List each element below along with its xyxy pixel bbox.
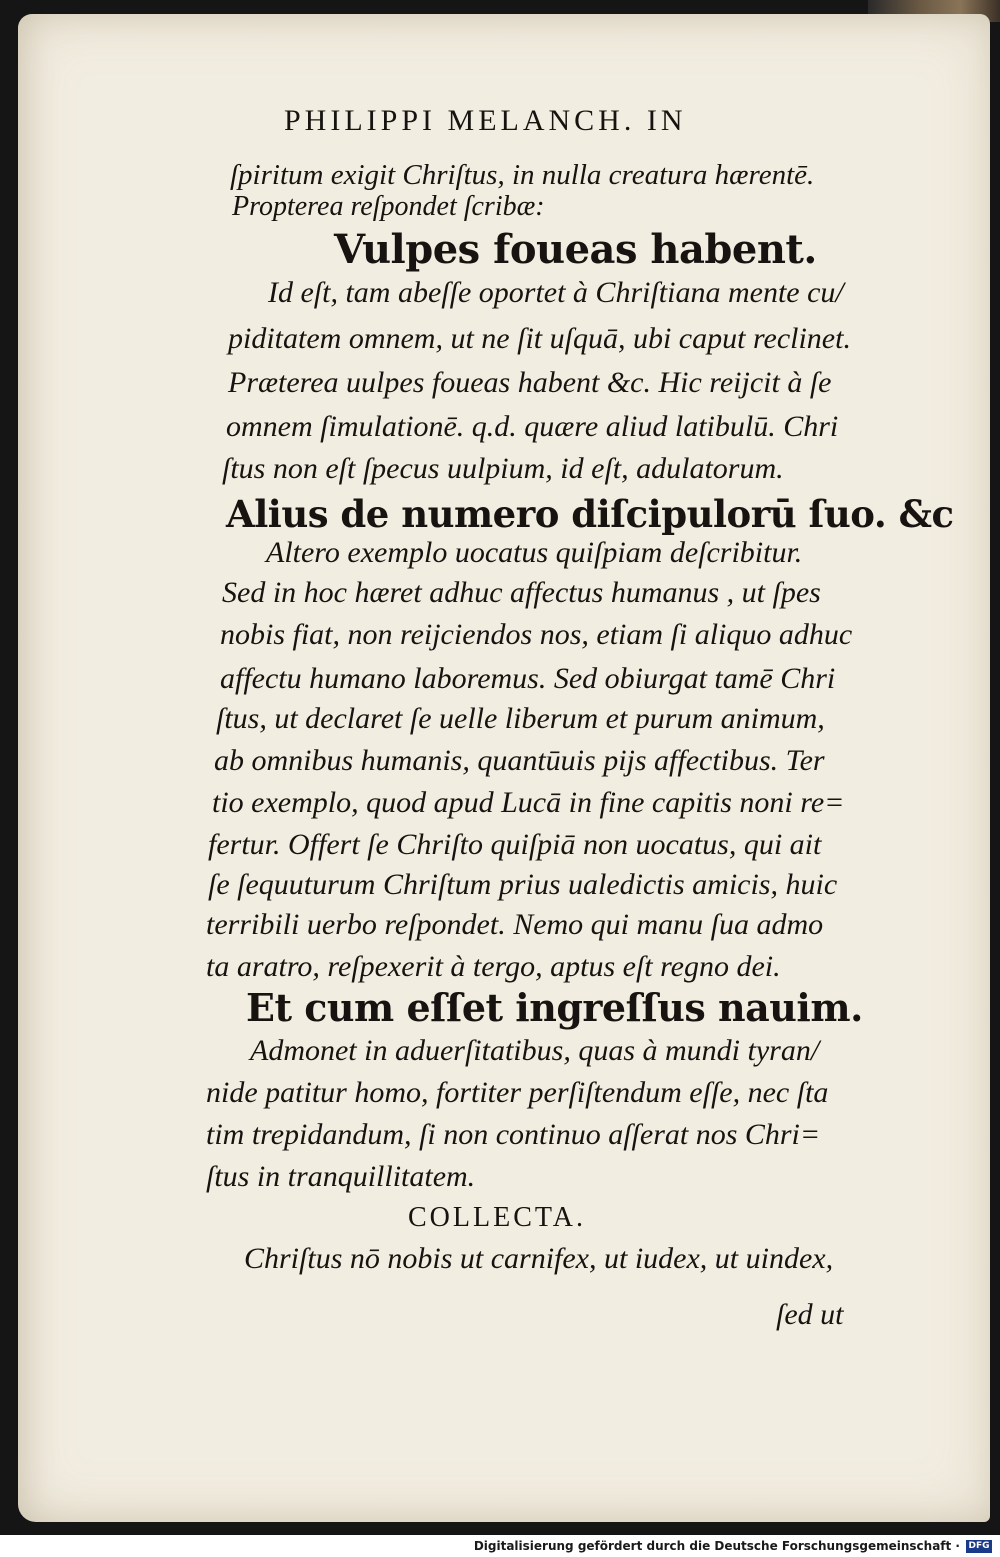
text-line: Chriſtus nō nobis ut carnifex, ut iudex, ut uindex, [244,1242,834,1275]
text-line: ſtus non eſt ſpecus uulpium, id eſt, adulatorum. [222,452,784,485]
dfg-logo: DFG [966,1540,992,1553]
text-line: ſpiritum exigit Chriſtus, in nulla creatura hærentē. [230,159,815,191]
collecta-heading: COLLECTA. [408,1202,586,1233]
running-head: PHILIPPI MELANCH. IN [284,104,687,137]
text-line: piditatem omnem, ut ne ſit uſquā, ubi caput reclinet. [228,322,851,355]
text-line: tim trepidandum, ſi non continuo aſſerat nos Chri= [206,1118,821,1151]
text-line: nobis fiat, non reijciendos nos, etiam ſi aliquo adhuc [220,618,853,651]
text-line: Propterea reſpondet ſcribæ: [232,191,545,222]
text-line: ſe ſequuturum Chriſtum prius ualedictis amicis, huic [208,868,838,901]
text-line: ab omnibus humanis, quantūuis pijs affectibus. Ter [214,744,825,777]
text-line: fertur. Offert ſe Chriſto quiſpiā non uocatus, qui ait [208,828,822,861]
text-line: terribili uerbo reſpondet. Nemo qui manu ſua admo [206,908,824,941]
text-line: affectu humano laboremus. Sed obiurgat tamē Chri [220,662,836,695]
section-heading: Vulpes foueas habent. [334,226,817,273]
text-line: ſtus, ut declaret ſe uelle liberum et purum animum, [216,702,825,735]
text-line: tio exemplo, quod apud Lucā in fine capitis noni re= [212,786,845,819]
text-line: nide patitur homo, fortiter perſiſtendum eſſe, nec ſta [206,1076,829,1109]
text-line: ſtus in tranquillitatem. [206,1160,476,1193]
funding-credit: Digitalisierung gefördert durch die Deutsche Forschungsgemeinschaft · [473,1539,960,1553]
text-line: Sed in hoc hæret adhuc affectus humanus , ut ſpes [222,576,821,609]
text-line: Altero exemplo uocatus quiſpiam deſcribitur. [266,536,803,569]
text-line: Præterea uulpes foueas habent &c. Hic reijcit à ſe [228,366,832,399]
section-heading: Et cum eſſet ingreſſus nauim. [246,985,863,1030]
text-line: Admonet in aduerſitatibus, quas à mundi tyran/ [250,1034,820,1067]
text-line: omnem ſimulationē. q.d. quære aliud latibulū. Chri [226,410,839,443]
catchword: ſed ut [776,1298,844,1331]
text-line: ta aratro, reſpexerit à tergo, aptus eſt regno dei. [206,950,781,983]
section-heading: Alius de numero diſcipulorū ſuo. &c [226,492,954,536]
text-line: Id eſt, tam abeſſe oportet à Chriſtiana mente cu/ [268,276,844,309]
